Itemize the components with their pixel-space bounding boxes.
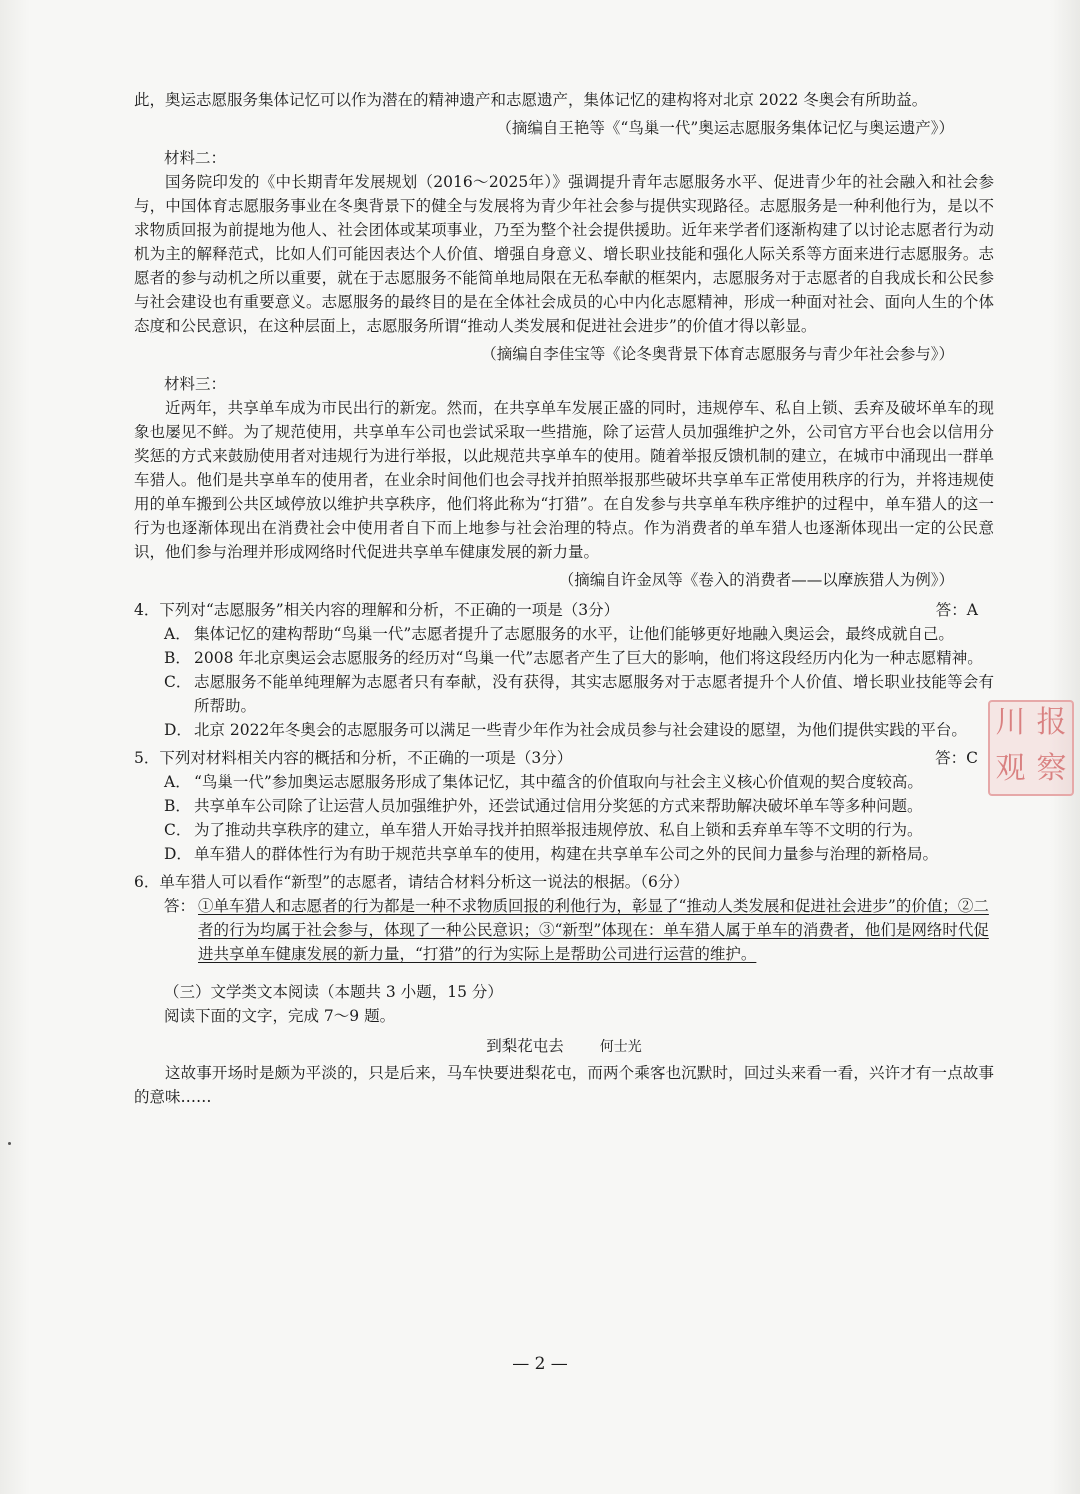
question-4-answer: 答：A (935, 601, 978, 619)
option-text: 志愿服务不能单纯理解为志愿者只有奉献，没有获得，其实志愿服务对于志愿者提升个人价值、增长职业技能等会有所帮助。 (194, 673, 994, 715)
q5-option-b (134, 794, 994, 818)
option-text: 2008 年北京奥运会志愿服务的经历对“鸟巢一代”志愿者产生了巨大的影响，他们将这段经历内化为一种志愿精神。 (194, 649, 983, 667)
q4-option-c (134, 670, 994, 718)
question-6-stem: 6．单车猎人可以看作“新型”的志愿者，请结合材料分析这一说法的根据。（6分） (134, 873, 689, 891)
option-letter: D． (164, 721, 192, 739)
stamp-char: 察 (1036, 751, 1067, 786)
continued-paragraph: 此，奥运志愿服务集体记忆可以作为潜在的精神遗产和志愿遗产，集体记忆的建构将对北京 2022 冬奥会有所助益。 (134, 91, 928, 109)
stamp-char: 川 (995, 705, 1026, 740)
question-4 (134, 598, 994, 622)
watermark-stamp (988, 700, 1074, 796)
question-5-stem: 5．下列对材料相关内容的概括和分析，不正确的一项是（3分） (134, 749, 573, 767)
option-letter: A． (164, 773, 191, 791)
source-citation-1: （摘编自王艳等《“鸟巢一代”奥运志愿服务集体记忆与奥运遗产》） (496, 119, 954, 137)
option-text: 为了推动共享秩序的建立，单车猎人开始寻找并拍照举报违规停放、私自上锁和丢弃单车等不文明的行为。 (194, 821, 923, 839)
story-text: 这故事开场时是颇为平淡的，只是后来，马车快要进梨花屯，而两个乘客也沉默时，回过头来看一看，兴许才有一点故事的意味…… (134, 1064, 994, 1106)
stamp-char: 报 (1036, 705, 1067, 740)
option-letter: C． (164, 673, 192, 691)
option-text: 集体记忆的建构帮助“鸟巢一代”志愿者提升了志愿服务的水平，让他们能够更好地融入奥运会，最终成就自己。 (194, 625, 954, 643)
q5-option-a (134, 770, 994, 794)
answer-text: ①单车猎人和志愿者的行为都是一种不求物质回报的利他行为，彰显了“推动人类发展和促进社会进步”的价值；②二者的行为均属于社会参与，体现了一种公民意识；③“新型”体现在：单车猎人属于单车的消费者，他们是网络时代促进共享单车健康发展的新力量，“打猎”的行为实际上是帮助公司进行运营的维护。 (198, 897, 989, 963)
question-6 (134, 870, 994, 894)
source-citation-3: （摘编自许金凤等《卷入的消费者——以摩族猎人为例》） (558, 571, 954, 589)
option-text: 北京 2022年冬奥会的志愿服务可以满足一些青少年作为社会成员参与社会建设的愿望，为他们提供实践的平台。 (194, 721, 967, 739)
stamp-char: 观 (995, 751, 1026, 786)
source-citation-2: （摘编自李佳宝等《论冬奥背景下体育志愿服务与青少年社会参与》） (481, 345, 954, 363)
answer-label: 答： (164, 897, 196, 915)
option-letter: B． (164, 797, 191, 815)
section-3-title: （三）文学类文本阅读（本题共 3 小题，15 分） (164, 983, 503, 1001)
q4-option-d (134, 718, 994, 742)
story-title: 到梨花屯去 (486, 1037, 564, 1055)
page-number: — 2 — (512, 1354, 568, 1374)
page-content (134, 88, 994, 1109)
option-text: 单车猎人的群体性行为有助于规范共享单车的使用，构建在共享单车公司之外的民间力量参与治理的新格局。 (194, 845, 939, 863)
material-3-label: 材料三： (164, 375, 227, 393)
option-letter: D． (164, 845, 192, 863)
option-letter: B． (164, 649, 191, 667)
q5-option-c (134, 818, 994, 842)
question-5-answer: 答：C (935, 749, 978, 767)
option-text: 共享单车公司除了让运营人员加强维护外，还尝试通过信用分奖惩的方式来帮助解决破坏单车等多种问题。 (194, 797, 923, 815)
material-3-text: 近两年，共享单车成为市民出行的新宠。然而，在共享单车发展正盛的同时，违规停车、私自上锁、丢弃及破坏单车的现象也屡见不鲜。为了规范使用，共享单车公司也尝试采取一些措施，除了运营人员加强维护之外，公司官方平台也会以信用分奖惩的方式来鼓励使用者对违规行为进行举报，以此规范共享单车的使用。随着举报反馈机制的建立，在城市中涌现出一群单车猎人。他们是共享单车的使用者，在业余时间他们也会寻找并拍照举报那些破坏共享单车正常使用秩序的行为，并将违规使用的单车搬到公共区域停放以维护共享秩序，他们将此称为“打猎”。在自发参与共享单车秩序维护的过程中，单车猎人的这一行为也逐渐体现出在消费社会中使用者自下而上地参与社会治理的特点。作为消费者的单车猎人也逐渐体现出一定的公民意识，他们参与治理并形成网络时代促进共享单车健康发展的新力量。 (134, 399, 994, 561)
option-text: “鸟巢一代”参加奥运志愿服务形成了集体记忆，其中蕴含的价值取向与社会主义核心价值观的契合度较高。 (194, 773, 923, 791)
q5-option-d (134, 842, 994, 866)
option-letter: A． (164, 625, 191, 643)
question-6-answer (134, 894, 994, 966)
scan-speck (8, 1142, 11, 1145)
material-2-label: 材料二： (164, 149, 227, 167)
question-4-stem: 4．下列对“志愿服务”相关内容的理解和分析，不正确的一项是（3分） (134, 601, 620, 619)
question-5 (134, 746, 994, 770)
q4-option-a (134, 622, 994, 646)
q4-option-b (134, 646, 994, 670)
story-author: 何士光 (599, 1039, 642, 1055)
material-2-text: 国务院印发的《中长期青年发展规划（2016～2025年）》强调提升青年志愿服务水平、促进青少年的社会融入和社会参与，中国体育志愿服务事业在冬奥背景下的健全与发展将为青少年社会参与提供实现路径。志愿服务是一种利他行为，是以不求物质回报为前提地为他人、社会团体或某项事业，乃至为整个社会提供援助。近年来学者们逐渐构建了以讨论志愿者行为动机为主的解释范式，比如人们可能因表达个人价值、增强自身意义、增长职业技能和强化人际关系等方面来进行志愿服务。志愿者的参与动机之所以重要，就在于志愿服务不能简单地局限在无私奉献的框架内，志愿服务对于志愿者的自我成长和公民参与社会建设也有重要意义。志愿服务的最终目的是在全体社会成员的心中内化志愿精神，形成一种面对社会、面向人生的个体态度和公民意识，在这种层面上，志愿服务所谓“推动人类发展和促进社会进步”的价值才得以彰显。 (134, 173, 994, 335)
story-heading (134, 1034, 994, 1059)
option-letter: C． (164, 821, 192, 839)
section-3-instruction: 阅读下面的文字，完成 7～9 题。 (164, 1007, 396, 1025)
